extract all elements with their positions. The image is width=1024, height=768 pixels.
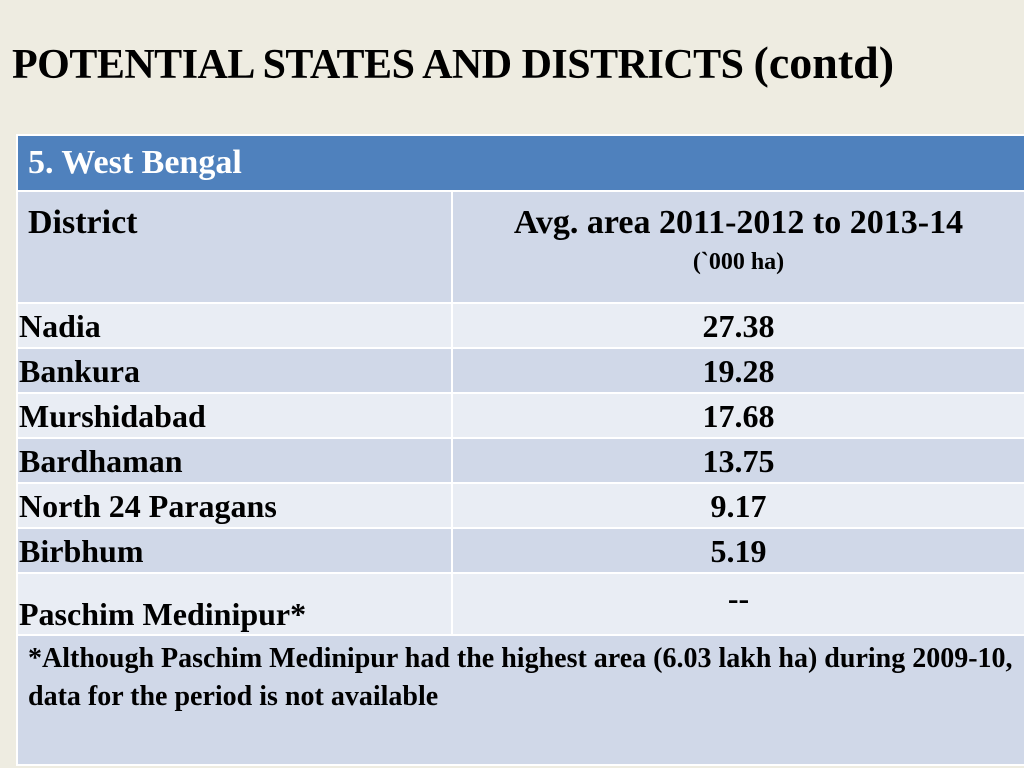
district-cell: Bankura bbox=[17, 348, 452, 393]
table-row bbox=[17, 303, 1024, 348]
state-heading: 5. West Bengal bbox=[17, 135, 1024, 191]
area-cell: 5.19 bbox=[452, 528, 1024, 573]
area-cell: 17.68 bbox=[452, 393, 1024, 438]
area-header-unit: (`000 ha) bbox=[692, 249, 785, 276]
state-heading-row bbox=[17, 135, 1024, 191]
area-header-title: Avg. area 2011-2012 to 2013-14 bbox=[513, 204, 964, 241]
district-cell: Paschim Medinipur* bbox=[17, 573, 452, 635]
footnote: *Although Paschim Medinipur had the highest area (6.03 lakh ha) during 2009-10, data for the period is not available bbox=[17, 635, 1024, 765]
slide-title-main: POTENTIAL STATES AND DISTRICTS bbox=[12, 42, 744, 88]
footnote-row bbox=[17, 635, 1024, 765]
table-row bbox=[17, 348, 1024, 393]
table-row bbox=[17, 573, 1024, 635]
area-cell: -- bbox=[452, 573, 1024, 635]
district-area-table bbox=[16, 134, 1024, 766]
slide-title-suffix: (contd) bbox=[753, 37, 895, 88]
district-cell: Bardhaman bbox=[17, 438, 452, 483]
district-cell: North 24 Paragans bbox=[17, 483, 452, 528]
table-row bbox=[17, 528, 1024, 573]
district-cell: Nadia bbox=[17, 303, 452, 348]
area-cell: 9.17 bbox=[452, 483, 1024, 528]
district-column-header: District bbox=[17, 191, 452, 303]
area-cell: 19.28 bbox=[452, 348, 1024, 393]
column-header-row bbox=[17, 191, 1024, 303]
area-cell: 27.38 bbox=[452, 303, 1024, 348]
area-cell: 13.75 bbox=[452, 438, 1024, 483]
table-row bbox=[17, 393, 1024, 438]
district-cell: Birbhum bbox=[17, 528, 452, 573]
district-cell: Murshidabad bbox=[17, 393, 452, 438]
slide-title bbox=[12, 37, 895, 88]
table-row bbox=[17, 483, 1024, 528]
area-column-header bbox=[452, 191, 1024, 303]
table-row bbox=[17, 438, 1024, 483]
